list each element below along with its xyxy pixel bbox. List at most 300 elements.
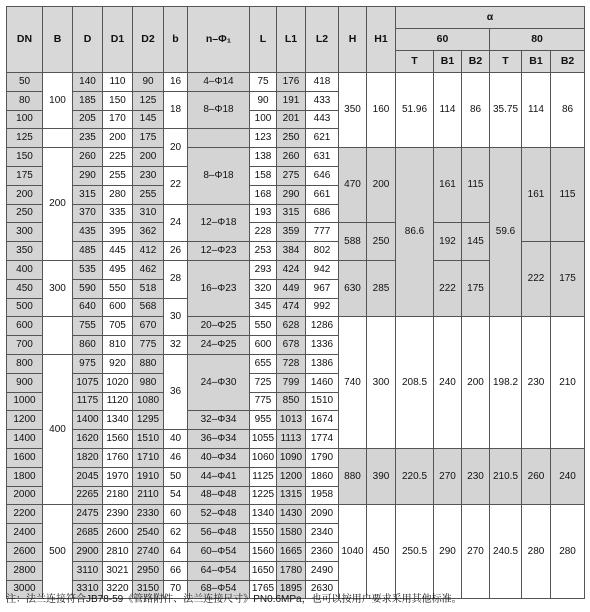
cell-l: 293 — [250, 260, 277, 279]
cell-l2: 1860 — [306, 467, 339, 486]
cell-l2: 1336 — [306, 336, 339, 355]
cell-h1: 285 — [367, 260, 396, 316]
cell-l1: 191 — [277, 91, 306, 110]
cell-d1: 335 — [103, 204, 133, 223]
cell-l2: 686 — [306, 204, 339, 223]
cell-dn: 2000 — [7, 486, 43, 505]
cell-n-phi: 56–Φ48 — [188, 524, 250, 543]
cell-b-upper — [43, 129, 73, 148]
cell-b-lower: 64 — [164, 542, 188, 561]
cell-b-lower: 32 — [164, 336, 188, 355]
header-alpha: α — [396, 7, 585, 29]
cell-b-upper — [43, 317, 73, 355]
cell-dn: 900 — [7, 373, 43, 392]
cell-l: 1060 — [250, 448, 277, 467]
cell-b1-80: 230 — [522, 317, 551, 449]
cell-h1: 450 — [367, 505, 396, 599]
cell-n-phi: 8–Φ18 — [188, 91, 250, 129]
cell-b2-80: 240 — [551, 448, 585, 504]
cell-d: 205 — [73, 110, 103, 129]
header-alpha-60: 60 — [396, 29, 490, 51]
cell-d2: 175 — [133, 129, 164, 148]
cell-dn: 175 — [7, 166, 43, 185]
cell-n-phi: 16–Φ23 — [188, 260, 250, 316]
header-d: D — [73, 7, 103, 73]
cell-d1: 200 — [103, 129, 133, 148]
cell-l2: 621 — [306, 129, 339, 148]
table-body — [7, 73, 585, 599]
cell-d1: 1970 — [103, 467, 133, 486]
cell-d1: 2180 — [103, 486, 133, 505]
cell-dn: 3000 — [7, 580, 43, 599]
cell-d2: 518 — [133, 279, 164, 298]
cell-l: 75 — [250, 73, 277, 92]
cell-l2: 992 — [306, 298, 339, 317]
cell-l1: 260 — [277, 148, 306, 167]
spec-table-container — [6, 6, 584, 599]
cell-n-phi: 8–Φ18 — [188, 148, 250, 204]
cell-l2: 1774 — [306, 430, 339, 449]
cell-l: 90 — [250, 91, 277, 110]
cell-b1-60: 192 — [434, 223, 462, 261]
cell-b1-60: 270 — [434, 448, 462, 504]
cell-d: 370 — [73, 204, 103, 223]
cell-n-phi: 52–Φ48 — [188, 505, 250, 524]
header-h: H — [339, 7, 367, 73]
cell-l: 320 — [250, 279, 277, 298]
cell-d: 860 — [73, 336, 103, 355]
cell-n-phi: 12–Φ23 — [188, 242, 250, 261]
cell-l2: 2360 — [306, 542, 339, 561]
cell-dn: 1800 — [7, 467, 43, 486]
cell-dn: 2800 — [7, 561, 43, 580]
header-b1-60: B1 — [434, 51, 462, 73]
cell-d2: 1710 — [133, 448, 164, 467]
cell-d: 3110 — [73, 561, 103, 580]
cell-d1: 600 — [103, 298, 133, 317]
cell-b-lower: 70 — [164, 580, 188, 599]
cell-d: 315 — [73, 185, 103, 204]
cell-h: 1040 — [339, 505, 367, 599]
cell-d2: 2950 — [133, 561, 164, 580]
header-dn: DN — [7, 7, 43, 73]
cell-h: 740 — [339, 317, 367, 449]
cell-b2-80: 86 — [551, 73, 585, 148]
cell-dn: 50 — [7, 73, 43, 92]
cell-b-lower: 22 — [164, 166, 188, 204]
cell-l1: 1090 — [277, 448, 306, 467]
cell-d2: 2540 — [133, 524, 164, 543]
cell-b2-60: 115 — [462, 148, 490, 223]
cell-d1: 280 — [103, 185, 133, 204]
cell-n-phi: 12–Φ18 — [188, 204, 250, 242]
table-row — [7, 73, 585, 92]
cell-d: 1620 — [73, 430, 103, 449]
cell-t-60: 220.5 — [396, 448, 434, 504]
cell-d1: 1560 — [103, 430, 133, 449]
cell-b-lower: 66 — [164, 561, 188, 580]
cell-d1: 1760 — [103, 448, 133, 467]
cell-b2-80: 175 — [551, 242, 585, 317]
cell-b-lower: 62 — [164, 524, 188, 543]
cell-l2: 1958 — [306, 486, 339, 505]
cell-dn: 300 — [7, 223, 43, 242]
cell-l: 168 — [250, 185, 277, 204]
cell-n-phi — [188, 129, 250, 148]
cell-d2: 670 — [133, 317, 164, 336]
cell-h1: 250 — [367, 223, 396, 261]
cell-l: 345 — [250, 298, 277, 317]
cell-l1: 728 — [277, 354, 306, 373]
cell-dn: 150 — [7, 148, 43, 167]
header-b1-80: B1 — [522, 51, 551, 73]
header-b2-80: B2 — [551, 51, 585, 73]
cell-b1-80: 280 — [522, 505, 551, 599]
header-n-phi: n–Φ₁ — [188, 7, 250, 73]
cell-d1: 2810 — [103, 542, 133, 561]
cell-l1: 1895 — [277, 580, 306, 599]
cell-d: 1075 — [73, 373, 103, 392]
cell-b-upper: 300 — [43, 260, 73, 316]
cell-d: 2265 — [73, 486, 103, 505]
cell-l1: 678 — [277, 336, 306, 355]
cell-dn: 2400 — [7, 524, 43, 543]
cell-dn: 1200 — [7, 411, 43, 430]
cell-l1: 275 — [277, 166, 306, 185]
cell-d2: 255 — [133, 185, 164, 204]
cell-b1-60: 290 — [434, 505, 462, 599]
cell-l1: 359 — [277, 223, 306, 242]
cell-h: 880 — [339, 448, 367, 504]
cell-dn: 450 — [7, 279, 43, 298]
cell-l2: 443 — [306, 110, 339, 129]
cell-b-upper: 200 — [43, 148, 73, 261]
table-row — [7, 317, 585, 336]
cell-n-phi: 20–Φ25 — [188, 317, 250, 336]
cell-d2: 2110 — [133, 486, 164, 505]
header-b2-60: B2 — [462, 51, 490, 73]
cell-l: 550 — [250, 317, 277, 336]
cell-d1: 810 — [103, 336, 133, 355]
cell-d1: 920 — [103, 354, 133, 373]
cell-d2: 880 — [133, 354, 164, 373]
cell-b-lower: 20 — [164, 129, 188, 167]
cell-dn: 125 — [7, 129, 43, 148]
header-b-upper: B — [43, 7, 73, 73]
cell-l: 158 — [250, 166, 277, 185]
cell-t-60: 208.5 — [396, 317, 434, 449]
cell-l1: 1430 — [277, 505, 306, 524]
cell-b2-60: 200 — [462, 317, 490, 449]
cell-l2: 1674 — [306, 411, 339, 430]
cell-n-phi: 36–Φ34 — [188, 430, 250, 449]
cell-t-60: 86.6 — [396, 148, 434, 317]
cell-t-60: 250.5 — [396, 505, 434, 599]
cell-d: 2045 — [73, 467, 103, 486]
cell-l: 193 — [250, 204, 277, 223]
cell-d1: 1120 — [103, 392, 133, 411]
header-l: L — [250, 7, 277, 73]
cell-n-phi: 64–Φ54 — [188, 561, 250, 580]
table-row — [7, 148, 585, 167]
cell-l2: 1460 — [306, 373, 339, 392]
cell-b-lower: 36 — [164, 354, 188, 429]
cell-d2: 125 — [133, 91, 164, 110]
table-row — [7, 448, 585, 467]
cell-h: 350 — [339, 73, 367, 148]
cell-l1: 315 — [277, 204, 306, 223]
cell-t-80: 59.6 — [490, 148, 522, 317]
dimension-table — [6, 6, 585, 599]
cell-dn: 1600 — [7, 448, 43, 467]
cell-l2: 942 — [306, 260, 339, 279]
cell-b1-80: 161 — [522, 148, 551, 242]
cell-dn: 1000 — [7, 392, 43, 411]
cell-d: 235 — [73, 129, 103, 148]
cell-d: 435 — [73, 223, 103, 242]
cell-l2: 1286 — [306, 317, 339, 336]
footnote: 注：法兰连接符合JB78-59《管路附件、法兰连接尺寸》PN0.6MPa，也可以按用户要求采用其他标准。 — [6, 594, 462, 605]
cell-l1: 628 — [277, 317, 306, 336]
cell-h: 588 — [339, 223, 367, 261]
cell-d1: 150 — [103, 91, 133, 110]
cell-l2: 661 — [306, 185, 339, 204]
cell-t-80: 240.5 — [490, 505, 522, 599]
cell-d2: 310 — [133, 204, 164, 223]
cell-l1: 1665 — [277, 542, 306, 561]
cell-d: 2475 — [73, 505, 103, 524]
cell-l1: 1315 — [277, 486, 306, 505]
cell-dn: 80 — [7, 91, 43, 110]
cell-d1: 110 — [103, 73, 133, 92]
cell-b2-80: 280 — [551, 505, 585, 599]
cell-dn: 350 — [7, 242, 43, 261]
cell-d2: 90 — [133, 73, 164, 92]
cell-l: 600 — [250, 336, 277, 355]
cell-n-phi: 24–Φ25 — [188, 336, 250, 355]
cell-d2: 1910 — [133, 467, 164, 486]
cell-l2: 433 — [306, 91, 339, 110]
cell-dn: 200 — [7, 185, 43, 204]
cell-dn: 2200 — [7, 505, 43, 524]
cell-l: 253 — [250, 242, 277, 261]
cell-d: 535 — [73, 260, 103, 279]
cell-l1: 449 — [277, 279, 306, 298]
cell-d1: 1340 — [103, 411, 133, 430]
cell-d1: 3021 — [103, 561, 133, 580]
cell-l1: 176 — [277, 73, 306, 92]
cell-t-80: 198.2 — [490, 317, 522, 449]
header-b-lower: b — [164, 7, 188, 73]
cell-d: 1175 — [73, 392, 103, 411]
cell-b-lower: 40 — [164, 430, 188, 449]
cell-b1-60: 240 — [434, 317, 462, 449]
cell-d2: 2330 — [133, 505, 164, 524]
cell-d2: 1080 — [133, 392, 164, 411]
cell-b2-60: 86 — [462, 73, 490, 148]
cell-d: 2685 — [73, 524, 103, 543]
cell-l2: 631 — [306, 148, 339, 167]
cell-l2: 2090 — [306, 505, 339, 524]
cell-d2: 2740 — [133, 542, 164, 561]
cell-b-lower: 28 — [164, 260, 188, 298]
cell-l2: 1510 — [306, 392, 339, 411]
table-row — [7, 505, 585, 524]
cell-b1-80: 260 — [522, 448, 551, 504]
cell-l1: 474 — [277, 298, 306, 317]
cell-n-phi: 44–Φ41 — [188, 467, 250, 486]
cell-l2: 2630 — [306, 580, 339, 599]
cell-l2: 967 — [306, 279, 339, 298]
cell-b1-60: 114 — [434, 73, 462, 148]
cell-l: 1055 — [250, 430, 277, 449]
cell-l1: 250 — [277, 129, 306, 148]
cell-l1: 290 — [277, 185, 306, 204]
cell-l2: 1790 — [306, 448, 339, 467]
cell-b1-60: 161 — [434, 148, 462, 223]
cell-d2: 200 — [133, 148, 164, 167]
cell-l1: 201 — [277, 110, 306, 129]
cell-d: 140 — [73, 73, 103, 92]
cell-l1: 1580 — [277, 524, 306, 543]
header-alpha-80: 80 — [490, 29, 585, 51]
cell-d: 2900 — [73, 542, 103, 561]
cell-b-lower: 30 — [164, 298, 188, 336]
cell-b-lower: 54 — [164, 486, 188, 505]
cell-d: 640 — [73, 298, 103, 317]
cell-l2: 802 — [306, 242, 339, 261]
cell-b-upper: 100 — [43, 73, 73, 129]
cell-d2: 412 — [133, 242, 164, 261]
cell-l: 775 — [250, 392, 277, 411]
cell-l: 955 — [250, 411, 277, 430]
cell-l: 1340 — [250, 505, 277, 524]
header-t-60: T — [396, 51, 434, 73]
cell-b2-60: 175 — [462, 260, 490, 316]
cell-dn: 600 — [7, 317, 43, 336]
cell-d1: 445 — [103, 242, 133, 261]
cell-d2: 230 — [133, 166, 164, 185]
header-h1: H1 — [367, 7, 396, 73]
cell-d: 290 — [73, 166, 103, 185]
cell-dn: 400 — [7, 260, 43, 279]
cell-n-phi: 60–Φ54 — [188, 542, 250, 561]
cell-t-80: 210.5 — [490, 448, 522, 504]
cell-b2-60: 230 — [462, 448, 490, 504]
cell-d1: 225 — [103, 148, 133, 167]
cell-d: 755 — [73, 317, 103, 336]
header-l2: L2 — [306, 7, 339, 73]
cell-l1: 850 — [277, 392, 306, 411]
cell-h: 630 — [339, 260, 367, 316]
cell-h1: 200 — [367, 148, 396, 223]
cell-n-phi: 48–Φ48 — [188, 486, 250, 505]
cell-l2: 418 — [306, 73, 339, 92]
cell-n-phi: 4–Φ14 — [188, 73, 250, 92]
header-d1: D1 — [103, 7, 133, 73]
cell-l1: 424 — [277, 260, 306, 279]
cell-l2: 646 — [306, 166, 339, 185]
cell-l: 725 — [250, 373, 277, 392]
cell-b-lower: 16 — [164, 73, 188, 92]
cell-d1: 2390 — [103, 505, 133, 524]
cell-d2: 462 — [133, 260, 164, 279]
cell-h: 470 — [339, 148, 367, 223]
cell-l2: 1386 — [306, 354, 339, 373]
cell-d: 1820 — [73, 448, 103, 467]
cell-d1: 3220 — [103, 580, 133, 599]
cell-t-80: 35.75 — [490, 73, 522, 148]
cell-l: 1560 — [250, 542, 277, 561]
cell-b-lower: 18 — [164, 91, 188, 129]
cell-l1: 1780 — [277, 561, 306, 580]
cell-d: 485 — [73, 242, 103, 261]
cell-b-lower: 50 — [164, 467, 188, 486]
cell-l1: 1113 — [277, 430, 306, 449]
cell-b1-80: 222 — [522, 242, 551, 317]
cell-d1: 395 — [103, 223, 133, 242]
cell-b2-80: 210 — [551, 317, 585, 449]
cell-l: 100 — [250, 110, 277, 129]
cell-d1: 255 — [103, 166, 133, 185]
cell-l1: 384 — [277, 242, 306, 261]
cell-d1: 705 — [103, 317, 133, 336]
cell-n-phi: 40–Φ34 — [188, 448, 250, 467]
cell-b-lower: 26 — [164, 242, 188, 261]
cell-l2: 2490 — [306, 561, 339, 580]
cell-d1: 170 — [103, 110, 133, 129]
cell-l2: 2340 — [306, 524, 339, 543]
cell-d: 1400 — [73, 411, 103, 430]
cell-d: 975 — [73, 354, 103, 373]
cell-d1: 495 — [103, 260, 133, 279]
cell-l: 138 — [250, 148, 277, 167]
cell-l: 655 — [250, 354, 277, 373]
cell-l: 228 — [250, 223, 277, 242]
cell-b-lower: 24 — [164, 204, 188, 242]
cell-l2: 777 — [306, 223, 339, 242]
cell-b-upper: 500 — [43, 505, 73, 599]
cell-dn: 700 — [7, 336, 43, 355]
cell-dn: 100 — [7, 110, 43, 129]
cell-l1: 1013 — [277, 411, 306, 430]
cell-d2: 1295 — [133, 411, 164, 430]
cell-n-phi: 24–Φ30 — [188, 354, 250, 410]
cell-l: 1650 — [250, 561, 277, 580]
cell-l: 123 — [250, 129, 277, 148]
cell-h1: 390 — [367, 448, 396, 504]
cell-h1: 160 — [367, 73, 396, 148]
cell-dn: 800 — [7, 354, 43, 373]
cell-n-phi: 32–Φ34 — [188, 411, 250, 430]
cell-b2-60: 145 — [462, 223, 490, 261]
cell-h1: 300 — [367, 317, 396, 449]
header-l1: L1 — [277, 7, 306, 73]
cell-n-phi: 68–Φ54 — [188, 580, 250, 599]
cell-d2: 362 — [133, 223, 164, 242]
cell-b2-80: 115 — [551, 148, 585, 242]
cell-t-60: 51.96 — [396, 73, 434, 148]
cell-b-lower: 46 — [164, 448, 188, 467]
cell-d: 260 — [73, 148, 103, 167]
cell-d2: 1510 — [133, 430, 164, 449]
cell-d1: 550 — [103, 279, 133, 298]
cell-d: 185 — [73, 91, 103, 110]
cell-l: 1225 — [250, 486, 277, 505]
cell-dn: 250 — [7, 204, 43, 223]
cell-d2: 568 — [133, 298, 164, 317]
cell-dn: 2600 — [7, 542, 43, 561]
